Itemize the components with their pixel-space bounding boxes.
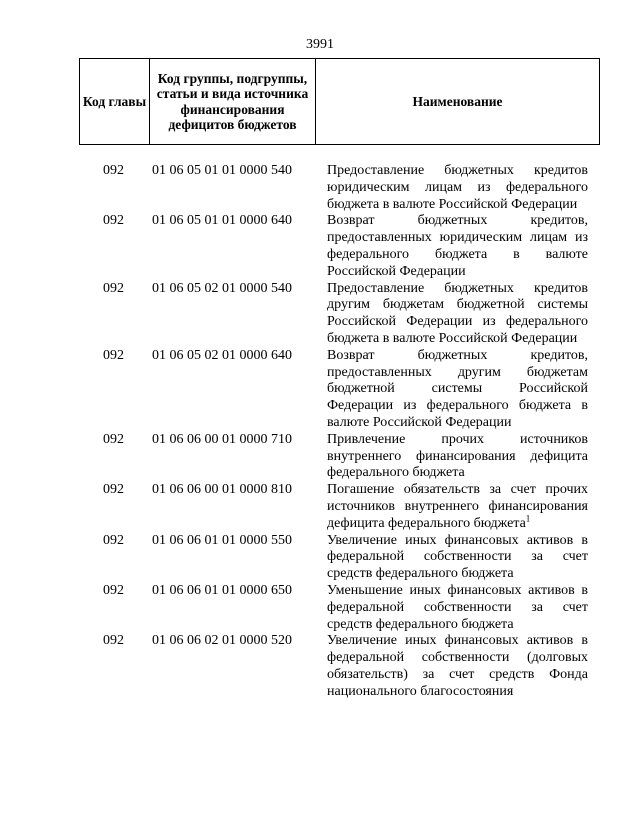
- name-cell: [313, 432, 596, 482]
- table-header: [79, 58, 600, 145]
- source-code-cell: 01 06 05 02 01 0000 640: [152, 347, 292, 363]
- name-text: Увеличение иных финансовых активов в федеральной собственности за счет средств федерального бюджета: [327, 532, 588, 582]
- name-cell: [313, 583, 596, 633]
- source-code-cell: 01 06 06 01 01 0000 650: [152, 582, 292, 598]
- name-text: Привлечение прочих источников внутреннего финансирования дефицита федерального бюджета: [327, 431, 588, 481]
- table-body: [79, 163, 596, 701]
- table-row: [79, 281, 596, 348]
- name-text: Погашение обязательств за счет прочих источников внутреннего финансирования дефицита федерального бюджета: [327, 482, 588, 531]
- source-code-cell: 01 06 05 01 01 0000 540: [152, 163, 292, 178]
- table-row: [79, 432, 596, 482]
- chapter-code-cell: 092: [103, 482, 124, 498]
- table-row: [79, 533, 596, 583]
- name-text: Возврат бюджетных кредитов, предоставленных другим бюджетам бюджетной системы Российской Федерации из федерального бюджета в валюте Российской Федерации: [327, 347, 588, 430]
- source-code-cell: 01 06 05 02 01 0000 540: [152, 280, 292, 296]
- name-cell: [313, 482, 596, 532]
- footnote-mark: 1: [525, 513, 531, 524]
- name-text: Уменьшение иных финансовых активов в федеральной собственности за счет средств федерального бюджета: [327, 582, 588, 632]
- name-cell: [313, 348, 596, 432]
- source-code-cell: 01 06 06 01 01 0000 550: [152, 532, 292, 548]
- table-row: [79, 348, 596, 432]
- table-row: [79, 213, 596, 280]
- name-cell: [313, 281, 596, 348]
- header-group-code: Код группы, подгруппы, статьи и вида источника финансирования дефицитов бюджетов: [150, 59, 316, 145]
- header-name: Наименование: [316, 59, 600, 145]
- chapter-code-cell: 092: [103, 213, 124, 229]
- source-code-cell: 01 06 06 00 01 0000 710: [152, 431, 292, 447]
- name-cell: [313, 213, 596, 280]
- name-text: Предоставление бюджетных кредитов другим бюджетам бюджетной системы Российской Федерации из федерального бюджета в валюте Российской Федерации: [327, 280, 588, 346]
- source-code-cell: 01 06 06 02 01 0000 520: [152, 633, 292, 649]
- table-row: [79, 633, 596, 700]
- header-chapter-code: Код главы: [80, 59, 150, 145]
- chapter-code-cell: 092: [103, 532, 124, 548]
- chapter-code-cell: 092: [103, 280, 124, 296]
- table-row: [79, 163, 596, 213]
- name-text: Увеличение иных финансовых активов в федеральной собственности (долговых обязательств) за счет средств Фонда национального благосостояния: [327, 633, 588, 699]
- chapter-code-cell: 092: [103, 431, 124, 447]
- chapter-code-cell: 092: [103, 582, 124, 598]
- name-text: Предоставление бюджетных кредитов юридическим лицам из федерального бюджета в валюте Российской Федерации: [327, 163, 588, 212]
- name-text: Возврат бюджетных кредитов, предоставленных юридическим лицам из федерального бюджета в валюте Российской Федерации: [327, 213, 588, 279]
- name-cell: [313, 633, 596, 700]
- chapter-code-cell: 092: [103, 163, 124, 178]
- chapter-code-cell: 092: [103, 347, 124, 363]
- table-row: [79, 482, 596, 532]
- page-number: 3991: [306, 37, 334, 52]
- name-cell: [313, 533, 596, 583]
- table-row: [79, 583, 596, 633]
- source-code-cell: 01 06 06 00 01 0000 810: [152, 482, 292, 498]
- chapter-code-cell: 092: [103, 633, 124, 649]
- name-cell: [313, 163, 596, 213]
- source-code-cell: 01 06 05 01 01 0000 640: [152, 213, 292, 229]
